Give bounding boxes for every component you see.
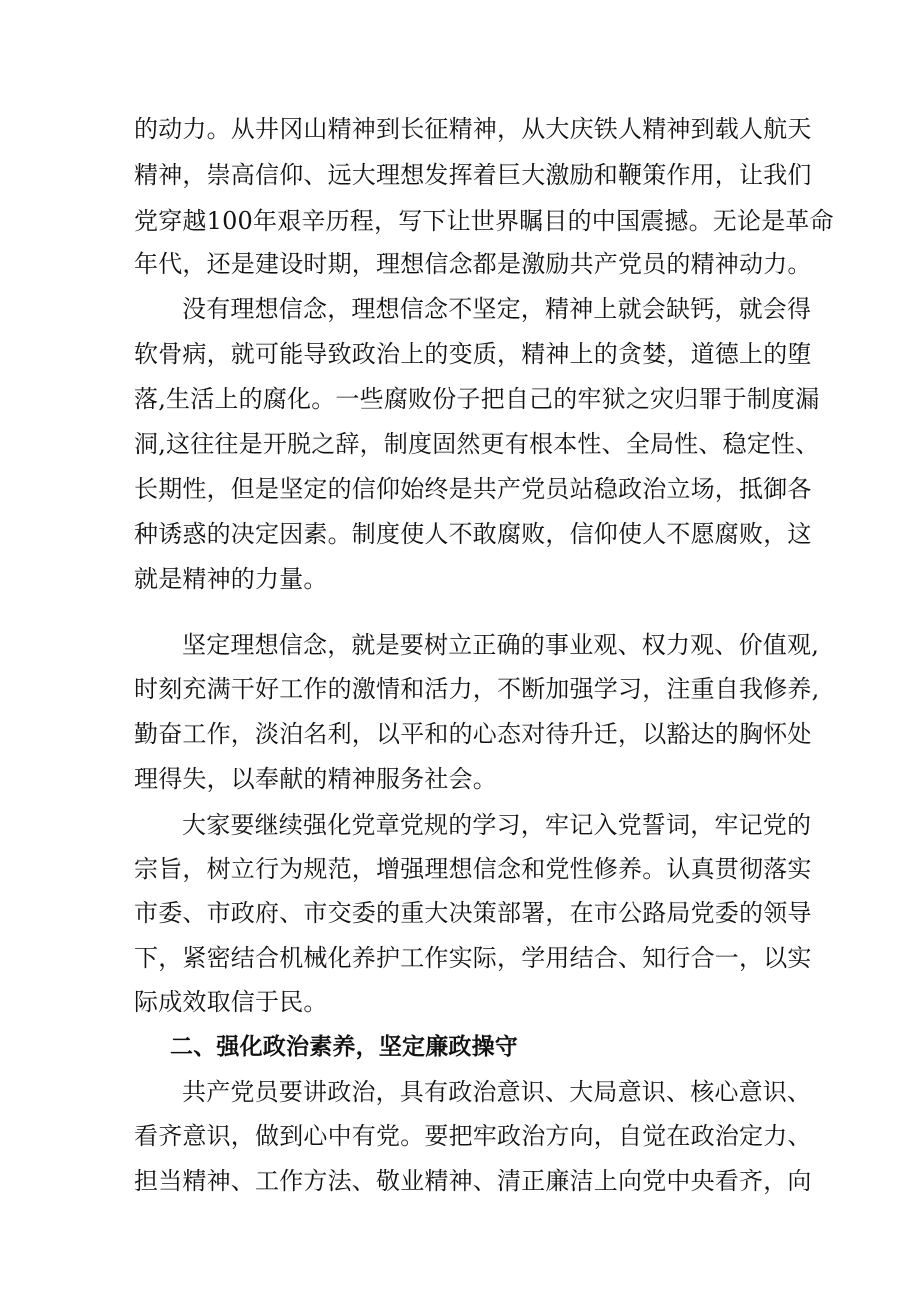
paragraph-2-line-7: 就是精神的力量。 [134, 565, 328, 593]
section-heading: 二、强化政治素养，坚定廉政操守 [170, 1034, 518, 1060]
paragraph-2-line-1: 没有理想信念，理想信念不坚定，精神上就会缺钙，就会得 [182, 295, 812, 323]
paragraph-2-line-4: 洞,这往往是开脱之辞，制度固然更有根本性、全局性、稳定性、 [134, 430, 820, 458]
paragraph-3-line-1: 坚定理想信念，就是要树立正确的事业观、权力观、价值观, [182, 631, 820, 659]
paragraph-1-line-2: 精神，崇高信仰、远大理想发挥着巨大激励和鞭策作用，让我们 [134, 161, 812, 189]
paragraph-3-line-4: 理得失，以奉献的精神服务社会。 [134, 765, 497, 793]
paragraph-1-line-1: 的动力。从井冈山精神到长征精神，从大庆铁人精神到载人航天 [134, 115, 812, 143]
paragraph-4-line-3: 市委、市政府、市交委的重大决策部署，在市公路局党委的领导 [134, 899, 812, 927]
paragraph-1-line-4: 年代，还是建设时期，理想信念都是激励共产党员的精神动力。 [134, 250, 812, 278]
paragraph-2-line-3: 落,生活上的腐化。一些腐败份子把自己的牢狱之灾归罪于制度漏 [134, 385, 820, 413]
paragraph-1-line-3: 党穿越100年艰辛历程，写下让世界瞩目的中国震撼。无论是革命 [134, 207, 834, 235]
paragraph-4-line-4: 下，紧密结合机械化养护工作实际，学用结合、知行合一，以实 [134, 944, 812, 972]
paragraph-4-line-2: 宗旨，树立行为规范，增强理想信念和党性修养。认真贯彻落实 [134, 855, 812, 883]
paragraph-4-line-5: 际成效取信于民。 [134, 988, 328, 1016]
paragraph-4-line-1: 大家要继续强化党章党规的学习，牢记入党誓词，牢记党的 [182, 811, 812, 839]
paragraph-3-line-3: 勤奋工作，淡泊名利，以平和的心态对待升迁，以豁达的胸怀处 [134, 720, 812, 748]
paragraph-3-line-2: 时刻充满干好工作的激情和活力，不断加强学习，注重自我修养, [134, 675, 820, 703]
paragraph-5-line-1: 共产党员要讲政治，具有政治意识、大局意识、核心意识、 [182, 1078, 812, 1106]
paragraph-5-line-2: 看齐意识，做到心中有党。要把牢政治方向，自觉在政治定力、 [134, 1122, 812, 1150]
paragraph-2-line-5: 长期性，但是坚定的信仰始终是共产党员站稳政治立场，抵御各 [134, 475, 812, 503]
paragraph-5-line-3: 担当精神、工作方法、敬业精神、清正廉洁上向党中央看齐，向 [134, 1167, 812, 1195]
paragraph-2-line-6: 种诱惑的决定因素。制度使人不敢腐败，信仰使人不愿腐败，这 [134, 520, 812, 548]
paragraph-2-line-2: 软骨病，就可能导致政治上的变质，精神上的贪婪，道德上的堕 [134, 340, 812, 368]
